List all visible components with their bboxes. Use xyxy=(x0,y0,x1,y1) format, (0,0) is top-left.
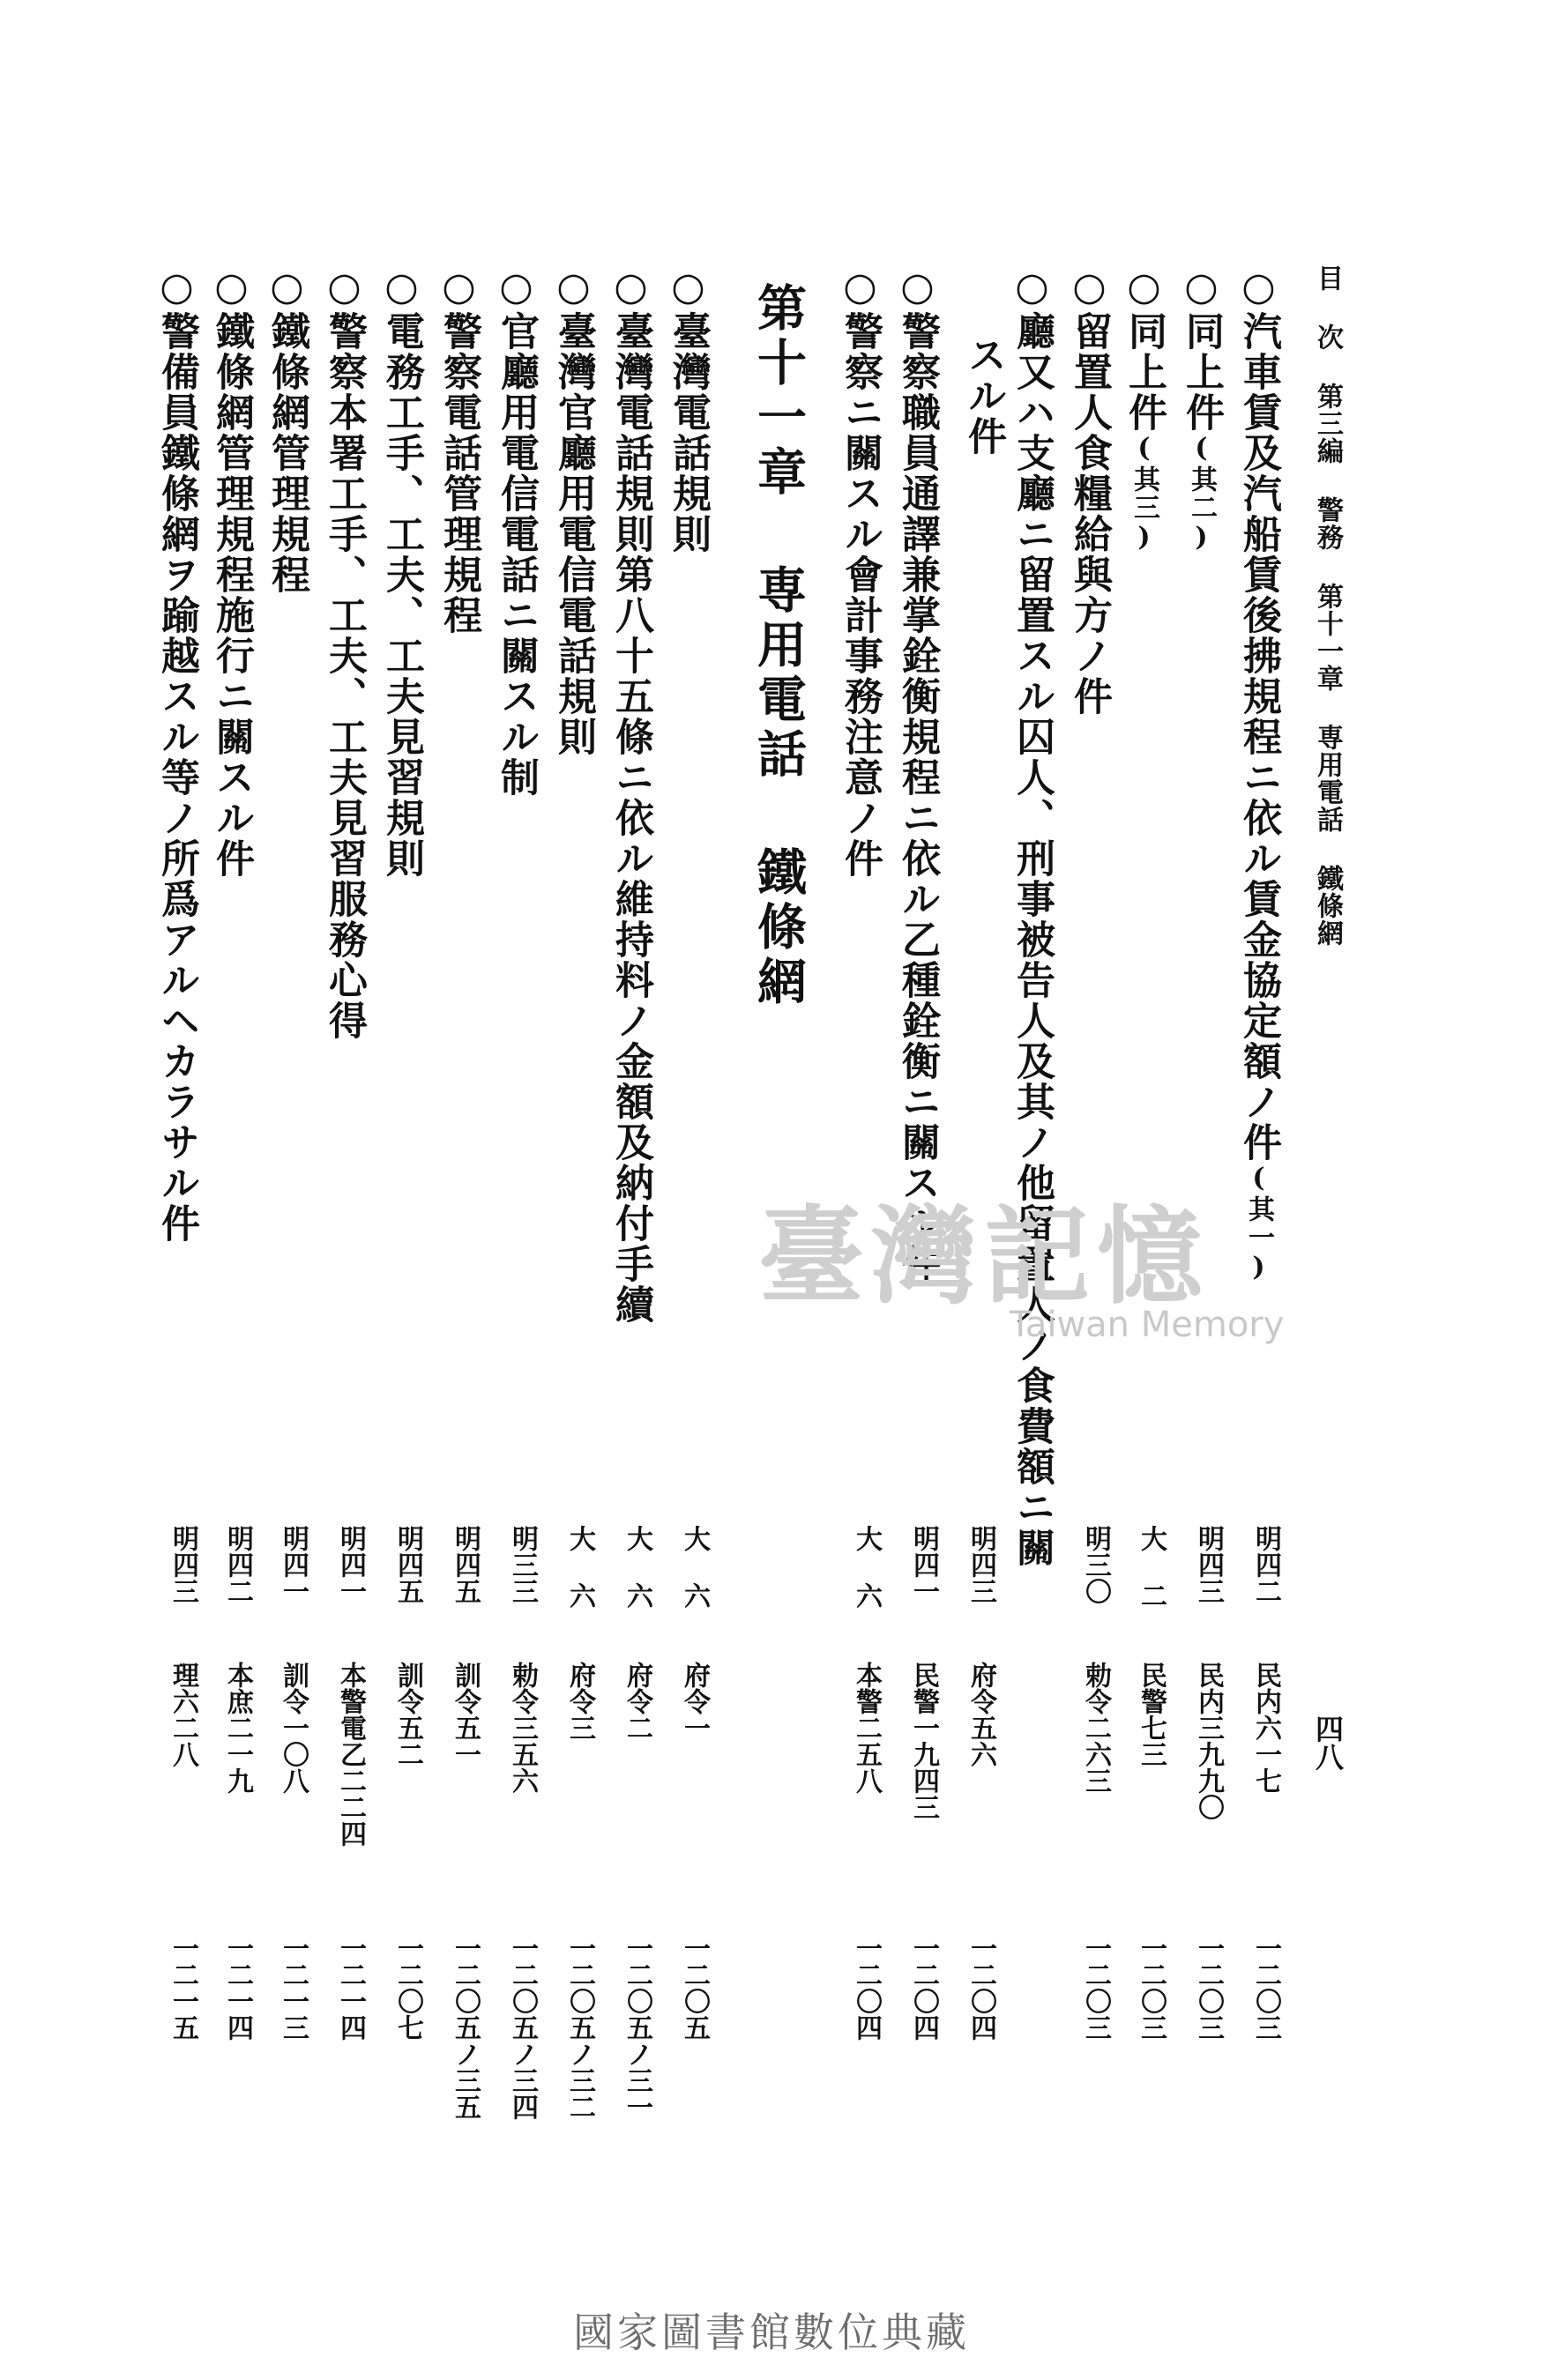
toc-entry-date: 明四二 xyxy=(222,1525,253,1604)
toc-entry-ref: 府令三 xyxy=(564,1662,595,1741)
toc-entry-continuation: スル件 xyxy=(961,335,1006,457)
toc-entry-page: 一二〇四 xyxy=(851,1935,882,2041)
toc-entry-date: 明四一 xyxy=(278,1525,309,1604)
toc-entry-ref: 訓令五二 xyxy=(392,1662,423,1767)
toc-entry-date: 明四五 xyxy=(392,1525,423,1604)
toc-entry-date: 明四三 xyxy=(965,1525,996,1604)
toc-entry-page: 一二〇五ノ三二 xyxy=(564,1935,595,2120)
toc-entry-page: 一二〇三 xyxy=(1250,1935,1281,2041)
toc-entry-ref: 本庶二一九 xyxy=(222,1662,253,1794)
toc-entry-date: 明四一 xyxy=(908,1525,939,1604)
toc-entry-title: ○警察電話管理規程 xyxy=(436,264,481,636)
toc-entry-date: 明四二 xyxy=(1250,1525,1281,1604)
toc-entry-ref: 勅令三五六 xyxy=(507,1662,538,1794)
toc-entry-date: 大 六 xyxy=(622,1525,652,1609)
toc-entry-title: ○警察本署工手、工夫、工夫見習服務心得 xyxy=(322,264,367,1041)
toc-entry-ref: 勅令二六三 xyxy=(1080,1662,1111,1794)
running-head: 目 次 第三編 警務 第十一章 専用電話 鐵條網 xyxy=(1312,264,1343,947)
toc-entry-ref: 民警一九四三 xyxy=(908,1662,939,1820)
toc-entry-page: 一二〇五ノ三五 xyxy=(450,1935,481,2120)
toc-entry-ref: 理六二八 xyxy=(168,1662,198,1767)
toc-entry-page: 一二一三 xyxy=(278,1935,309,2041)
toc-entry-title: ○鐵條網管理規程 xyxy=(265,264,309,595)
toc-entry-page: 一二〇五 xyxy=(679,1935,710,2041)
toc-entry-ref: 府令二 xyxy=(622,1662,652,1741)
toc-entry-title: ○臺灣官廳用電信電話規則 xyxy=(551,264,596,757)
toc-entry-date: 明四三 xyxy=(168,1525,198,1604)
toc-entry-title: ○官廳用電信電話ニ關スル制 xyxy=(494,264,539,798)
toc-entry-ref: 府令五六 xyxy=(965,1662,996,1767)
toc-entry-date: 大 二 xyxy=(1136,1525,1167,1609)
toc-entry-title: ○同上件(其二) xyxy=(1179,264,1224,554)
toc-entry-ref: 本警電乙二二四 xyxy=(335,1662,366,1847)
toc-entry-date: 大 六 xyxy=(564,1525,595,1609)
chapter-title: 第十一章 専用電話 鐵條網 xyxy=(749,282,808,1010)
toc-entry-date: 大 六 xyxy=(851,1525,882,1609)
toc-entry-title: ○汽車賃及汽船賃後拂規程ニ依ル賃金協定額ノ件(其一) xyxy=(1236,264,1281,1284)
toc-entry-page: 一二〇四 xyxy=(908,1935,939,2041)
toc-entry-title: ○同上件(其三) xyxy=(1122,264,1167,554)
toc-entry-ref: 民警七三 xyxy=(1136,1662,1167,1767)
toc-entry-title: ○電務工手、工夫、工夫見習規則 xyxy=(379,264,424,879)
toc-entry-title: ○廳又ハ支廳ニ留置スル囚人、刑事被告人及其ノ他留置人ノ食費額ニ關 xyxy=(1010,264,1055,1568)
toc-entry-ref: 民内三九九〇 xyxy=(1193,1662,1224,1820)
watermark-cjk: 臺灣記憶 xyxy=(758,1194,1210,1319)
toc-entry-date: 明四一 xyxy=(335,1525,366,1604)
library-footer: 國家圖書館數位典藏 xyxy=(573,2309,970,2356)
toc-entry-date: 明三三 xyxy=(507,1525,538,1604)
toc-entry-title: ○臺灣電話規則第八十五條ニ依ル維持料ノ金額及納付手續 xyxy=(608,264,653,1325)
toc-entry-page: 一二〇三 xyxy=(1193,1935,1224,2041)
toc-entry-title: ○警備員鐵條網ヲ踰越スル等ノ所爲アルヘカラサル件 xyxy=(154,264,199,1244)
toc-entry-page: 一二〇四 xyxy=(965,1935,996,2041)
toc-entry-date: 明四三 xyxy=(1193,1525,1224,1604)
toc-entry-page: 一二一四 xyxy=(222,1935,253,2041)
toc-entry-date: 明三〇 xyxy=(1080,1525,1111,1604)
taiwan-memory-watermark xyxy=(758,1172,1285,1349)
toc-entry-page: 一二一四 xyxy=(335,1935,366,2041)
toc-entry-page: 一二〇七 xyxy=(392,1935,423,2041)
toc-entry-page: 一二〇五ノ三四 xyxy=(507,1935,538,2120)
toc-entry-page: 一二一五 xyxy=(168,1935,198,2041)
toc-entry-ref: 訓令一〇八 xyxy=(278,1662,309,1794)
toc-entry-page: 一二〇五ノ三一 xyxy=(622,1935,652,2120)
toc-entry-date: 大 六 xyxy=(679,1525,710,1609)
toc-entry-title: ○鐵條網管理規程施行ニ關スル件 xyxy=(209,264,254,879)
toc-entry-date: 明四五 xyxy=(450,1525,481,1604)
toc-entry-title: ○警察ニ關スル會計事務注意ノ件 xyxy=(838,264,883,879)
toc-entry-ref: 訓令五一 xyxy=(450,1662,481,1767)
toc-entry-ref: 府令一 xyxy=(679,1662,710,1741)
toc-entry-page: 一二〇三 xyxy=(1080,1935,1111,2041)
toc-entry-ref: 民内六一七 xyxy=(1250,1662,1281,1794)
watermark-en: Taiwan Memory xyxy=(1010,1305,1285,1345)
toc-entry-title: ○臺灣電話規則 xyxy=(666,264,711,554)
toc-entry-title: ○警察職員通譯兼掌銓衡規程ニ依ル乙種銓衡ニ關スル件 xyxy=(895,264,940,1284)
page-number: 四八 xyxy=(1311,1714,1345,1771)
toc-entry-title: ○留置人食糧給與方ノ件 xyxy=(1067,264,1112,717)
toc-entry-ref: 本警二五八 xyxy=(851,1662,882,1794)
toc-entry-page: 一二〇三 xyxy=(1136,1935,1167,2041)
